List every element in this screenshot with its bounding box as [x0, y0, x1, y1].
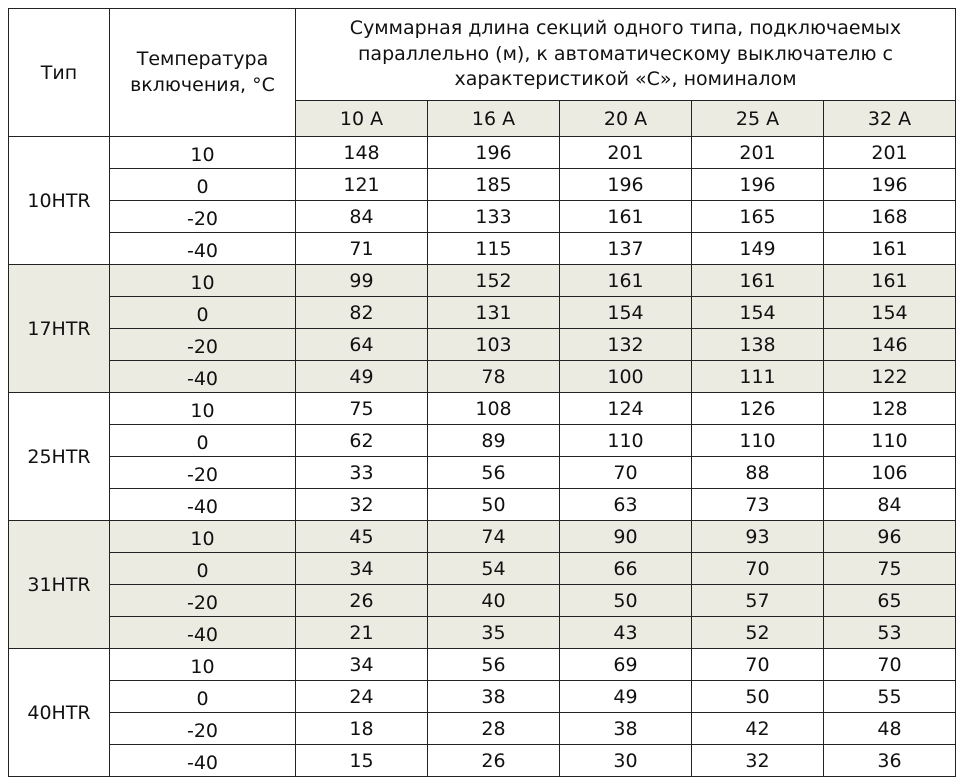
temperature-cell: 0	[110, 169, 296, 201]
heater-type-cell: 40HTR	[9, 649, 110, 777]
length-value-cell: 138	[692, 329, 824, 361]
length-value-cell: 103	[428, 329, 560, 361]
header-nominal: 25 А	[692, 101, 824, 137]
header-type: Тип	[9, 9, 110, 137]
heater-type-cell: 17HTR	[9, 265, 110, 393]
length-value-cell: 71	[296, 233, 428, 265]
length-value-cell: 154	[824, 297, 956, 329]
length-value-cell: 63	[560, 489, 692, 521]
temperature-cell: 0	[110, 553, 296, 585]
length-value-cell: 38	[560, 713, 692, 745]
length-value-cell: 50	[560, 585, 692, 617]
length-value-cell: 18	[296, 713, 428, 745]
table-row	[9, 201, 956, 233]
length-value-cell: 70	[824, 649, 956, 681]
temperature-cell: -40	[110, 489, 296, 521]
length-value-cell: 62	[296, 425, 428, 457]
length-value-cell: 100	[560, 361, 692, 393]
length-value-cell: 42	[692, 713, 824, 745]
temperature-cell: -20	[110, 713, 296, 745]
length-value-cell: 43	[560, 617, 692, 649]
temperature-cell: 0	[110, 681, 296, 713]
length-value-cell: 88	[692, 457, 824, 489]
length-value-cell: 165	[692, 201, 824, 233]
header-row-main	[9, 9, 956, 101]
temperature-cell: 10	[110, 649, 296, 681]
length-value-cell: 49	[296, 361, 428, 393]
length-value-cell: 196	[560, 169, 692, 201]
length-value-cell: 50	[692, 681, 824, 713]
length-value-cell: 132	[560, 329, 692, 361]
heater-type-cell: 25HTR	[9, 393, 110, 521]
length-value-cell: 34	[296, 553, 428, 585]
table-row	[9, 265, 956, 297]
temperature-cell: -20	[110, 585, 296, 617]
length-value-cell: 30	[560, 745, 692, 777]
length-value-cell: 96	[824, 521, 956, 553]
length-value-cell: 70	[560, 457, 692, 489]
length-value-cell: 64	[296, 329, 428, 361]
length-value-cell: 196	[692, 169, 824, 201]
length-value-cell: 149	[692, 233, 824, 265]
length-value-cell: 70	[692, 553, 824, 585]
length-value-cell: 55	[824, 681, 956, 713]
table-row	[9, 425, 956, 457]
table-row	[9, 297, 956, 329]
temperature-cell: -40	[110, 361, 296, 393]
length-value-cell: 75	[824, 553, 956, 585]
temperature-cell: -40	[110, 745, 296, 777]
length-value-cell: 52	[692, 617, 824, 649]
length-value-cell: 161	[560, 265, 692, 297]
length-value-cell: 110	[560, 425, 692, 457]
length-value-cell: 89	[428, 425, 560, 457]
length-value-cell: 57	[692, 585, 824, 617]
table-row	[9, 585, 956, 617]
header-temperature: Температура включения, °С	[110, 9, 296, 137]
table-row	[9, 681, 956, 713]
table-row	[9, 713, 956, 745]
length-value-cell: 66	[560, 553, 692, 585]
header-nominal: 32 А	[824, 101, 956, 137]
temperature-cell: -40	[110, 617, 296, 649]
table-row	[9, 489, 956, 521]
length-value-cell: 70	[692, 649, 824, 681]
length-value-cell: 21	[296, 617, 428, 649]
length-value-cell: 196	[428, 137, 560, 169]
length-value-cell: 154	[560, 297, 692, 329]
temperature-cell: 0	[110, 425, 296, 457]
length-value-cell: 32	[692, 745, 824, 777]
length-value-cell: 161	[560, 201, 692, 233]
length-value-cell: 131	[428, 297, 560, 329]
temperature-cell: -20	[110, 329, 296, 361]
length-value-cell: 99	[296, 265, 428, 297]
length-value-cell: 121	[296, 169, 428, 201]
length-value-cell: 106	[824, 457, 956, 489]
length-value-cell: 74	[428, 521, 560, 553]
length-value-cell: 69	[560, 649, 692, 681]
temperature-cell: -40	[110, 233, 296, 265]
length-value-cell: 34	[296, 649, 428, 681]
length-value-cell: 196	[824, 169, 956, 201]
length-value-cell: 65	[824, 585, 956, 617]
length-value-cell: 152	[428, 265, 560, 297]
length-value-cell: 82	[296, 297, 428, 329]
length-value-cell: 56	[428, 457, 560, 489]
length-value-cell: 48	[824, 713, 956, 745]
heater-type-cell: 10HTR	[9, 137, 110, 265]
table-body	[9, 137, 956, 777]
length-value-cell: 84	[824, 489, 956, 521]
length-value-cell: 108	[428, 393, 560, 425]
length-value-cell: 15	[296, 745, 428, 777]
length-value-cell: 26	[428, 745, 560, 777]
length-value-cell: 201	[692, 137, 824, 169]
table-row	[9, 457, 956, 489]
heater-type-cell: 31HTR	[9, 521, 110, 649]
length-value-cell: 26	[296, 585, 428, 617]
length-value-cell: 154	[692, 297, 824, 329]
table-header	[9, 9, 956, 137]
table-row	[9, 329, 956, 361]
header-nominal: 10 А	[296, 101, 428, 137]
length-value-cell: 40	[428, 585, 560, 617]
length-value-cell: 35	[428, 617, 560, 649]
table-row	[9, 233, 956, 265]
length-value-cell: 201	[824, 137, 956, 169]
length-value-cell: 93	[692, 521, 824, 553]
length-value-cell: 38	[428, 681, 560, 713]
header-nominal: 16 А	[428, 101, 560, 137]
length-value-cell: 24	[296, 681, 428, 713]
length-value-cell: 146	[824, 329, 956, 361]
length-value-cell: 28	[428, 713, 560, 745]
length-value-cell: 84	[296, 201, 428, 233]
length-value-cell: 32	[296, 489, 428, 521]
length-value-cell: 78	[428, 361, 560, 393]
temperature-cell: -20	[110, 457, 296, 489]
temperature-cell: 10	[110, 393, 296, 425]
length-value-cell: 90	[560, 521, 692, 553]
table-row	[9, 361, 956, 393]
length-value-cell: 137	[560, 233, 692, 265]
length-value-cell: 110	[824, 425, 956, 457]
header-nominal: 20 А	[560, 101, 692, 137]
length-value-cell: 115	[428, 233, 560, 265]
temperature-cell: -20	[110, 201, 296, 233]
length-value-cell: 56	[428, 649, 560, 681]
table-row	[9, 521, 956, 553]
table-row	[9, 745, 956, 777]
length-value-cell: 75	[296, 393, 428, 425]
length-value-cell: 54	[428, 553, 560, 585]
table-row	[9, 617, 956, 649]
length-value-cell: 122	[824, 361, 956, 393]
length-value-cell: 111	[692, 361, 824, 393]
length-value-cell: 110	[692, 425, 824, 457]
length-value-cell: 201	[560, 137, 692, 169]
table-row	[9, 553, 956, 585]
length-value-cell: 33	[296, 457, 428, 489]
length-value-cell: 161	[692, 265, 824, 297]
length-value-cell: 126	[692, 393, 824, 425]
length-value-cell: 148	[296, 137, 428, 169]
length-value-cell: 133	[428, 201, 560, 233]
length-value-cell: 45	[296, 521, 428, 553]
temperature-cell: 10	[110, 137, 296, 169]
length-value-cell: 124	[560, 393, 692, 425]
section-length-table	[8, 8, 956, 777]
table-row	[9, 393, 956, 425]
length-value-cell: 49	[560, 681, 692, 713]
temperature-cell: 0	[110, 297, 296, 329]
length-value-cell: 161	[824, 233, 956, 265]
length-value-cell: 53	[824, 617, 956, 649]
temperature-cell: 10	[110, 521, 296, 553]
table-container	[8, 8, 956, 777]
length-value-cell: 73	[692, 489, 824, 521]
temperature-cell: 10	[110, 265, 296, 297]
table-row	[9, 169, 956, 201]
length-value-cell: 128	[824, 393, 956, 425]
length-value-cell: 185	[428, 169, 560, 201]
length-value-cell: 50	[428, 489, 560, 521]
table-row	[9, 649, 956, 681]
length-value-cell: 36	[824, 745, 956, 777]
length-value-cell: 161	[824, 265, 956, 297]
length-value-cell: 168	[824, 201, 956, 233]
header-caption: Суммарная длина секций одного типа, подключаемых параллельно (м), к автоматическому выключателю с характеристикой «С», номиналом	[296, 9, 956, 101]
table-row	[9, 137, 956, 169]
